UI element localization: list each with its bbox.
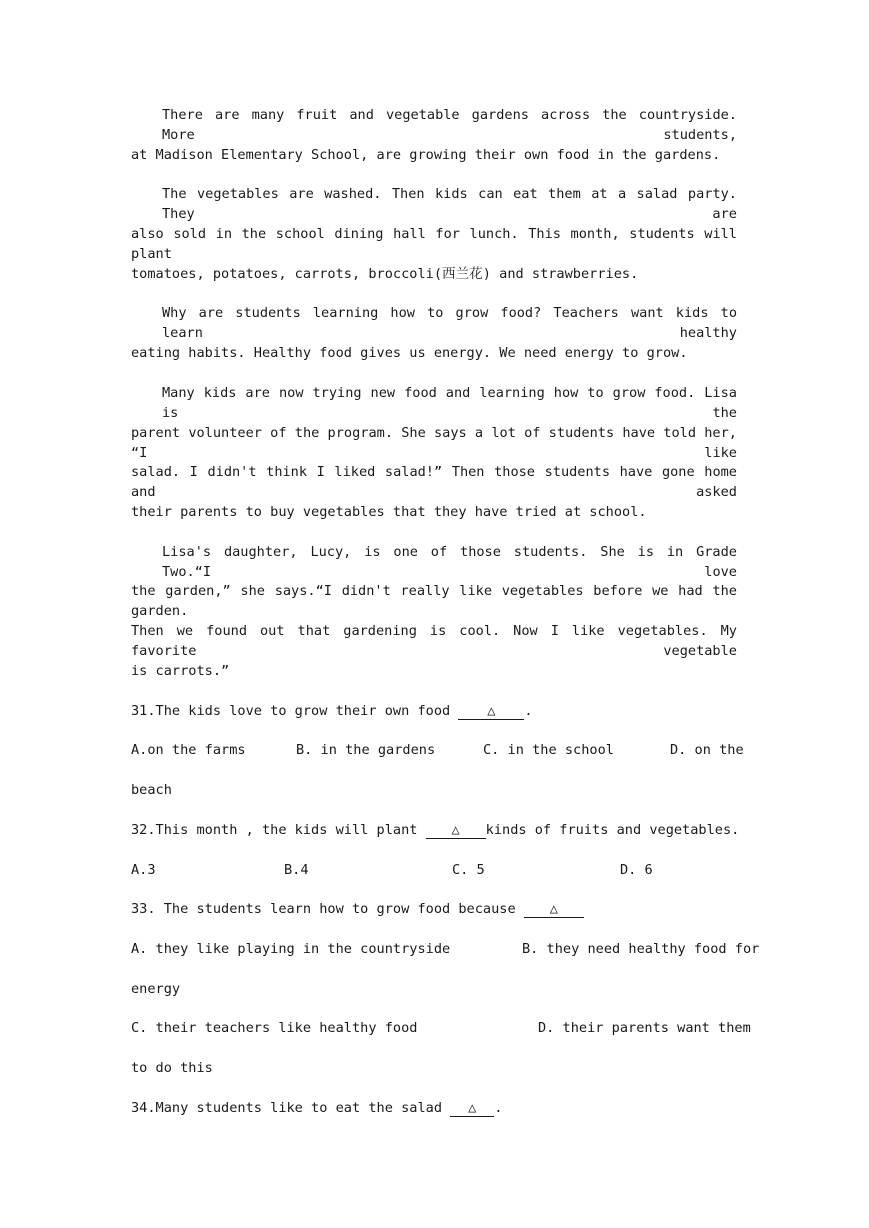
passage-line: eating habits. Healthy food gives us energy. We need energy to grow. <box>131 345 688 361</box>
option-d-continued: to do this <box>131 1060 213 1076</box>
passage-line: salad. I didn't think I liked salad!” Then those students have gone home and asked <box>131 464 737 500</box>
passage-line: tomatoes, potatoes, carrots, broccoli(西兰花) and strawberries. <box>131 266 639 282</box>
option-b: B. in the gardens <box>296 742 436 758</box>
passage-line: is carrots.” <box>131 663 230 679</box>
option-c: C. their teachers like healthy food <box>131 1020 418 1036</box>
question-31-end: . <box>524 703 533 719</box>
passage-line: their parents to buy vegetables that they have tried at school. <box>131 504 647 520</box>
option-b: B. they need healthy food for <box>522 941 760 957</box>
question-32 <box>131 820 740 840</box>
question-32-end: kinds of fruits and vegetables. <box>485 822 740 838</box>
question-34-stem: 34.Many students like to eat the salad <box>131 1100 442 1116</box>
passage-line: parent volunteer of the program. She says a lot of students have told her, “I like <box>131 425 737 461</box>
option-a: A. they like playing in the countryside <box>131 941 451 957</box>
answer-blank: △ <box>450 1100 494 1117</box>
passage-line: at Madison Elementary School, are growing their own food in the gardens. <box>131 147 721 163</box>
passage-line: also sold in the school dining hall for lunch. This month, students will plant <box>131 226 737 262</box>
option-b-continued: energy <box>131 981 181 997</box>
option-c: C. in the school <box>483 742 614 758</box>
option-a: A.3 <box>131 862 156 878</box>
passage-line: The vegetables are washed. Then kids can eat them at a salad party. They are <box>162 186 737 222</box>
question-32-stem: 32.This month , the kids will plant <box>131 822 418 838</box>
passage-line: Then we found out that gardening is cool. Now I like vegetables. My favorite vegetable <box>131 623 737 659</box>
question-31-stem: 31.The kids love to grow their own food <box>131 703 451 719</box>
option-a: A.on the farms <box>131 742 246 758</box>
question-33 <box>131 899 737 919</box>
option-d: D. 6 <box>620 862 653 878</box>
answer-blank: △ <box>426 822 486 839</box>
option-d: D. their parents want them <box>538 1020 751 1036</box>
question-34-end: . <box>494 1100 503 1116</box>
passage-line: Lisa's daughter, Lucy, is one of those students. She is in Grade Two.“I love <box>162 544 737 580</box>
passage-line: Many kids are now trying new food and learning how to grow food. Lisa is the <box>162 385 737 421</box>
option-b: B.4 <box>284 862 309 878</box>
option-c: C. 5 <box>452 862 485 878</box>
passage-line: Why are students learning how to grow food? Teachers want kids to learn healthy <box>162 305 737 341</box>
option-d: D. on the <box>670 742 744 758</box>
question-34 <box>131 1098 737 1118</box>
question-31 <box>131 701 737 721</box>
answer-blank: △ <box>524 901 584 918</box>
passage-line: There are many fruit and vegetable gardens across the countryside. More students, <box>162 107 737 143</box>
answer-blank: △ <box>458 703 524 720</box>
passage-line: the garden,” she says.“I didn't really like vegetables before we had the garden. <box>131 583 737 619</box>
option-d-continued: beach <box>131 782 172 798</box>
question-33-stem: 33. The students learn how to grow food because <box>131 901 516 917</box>
